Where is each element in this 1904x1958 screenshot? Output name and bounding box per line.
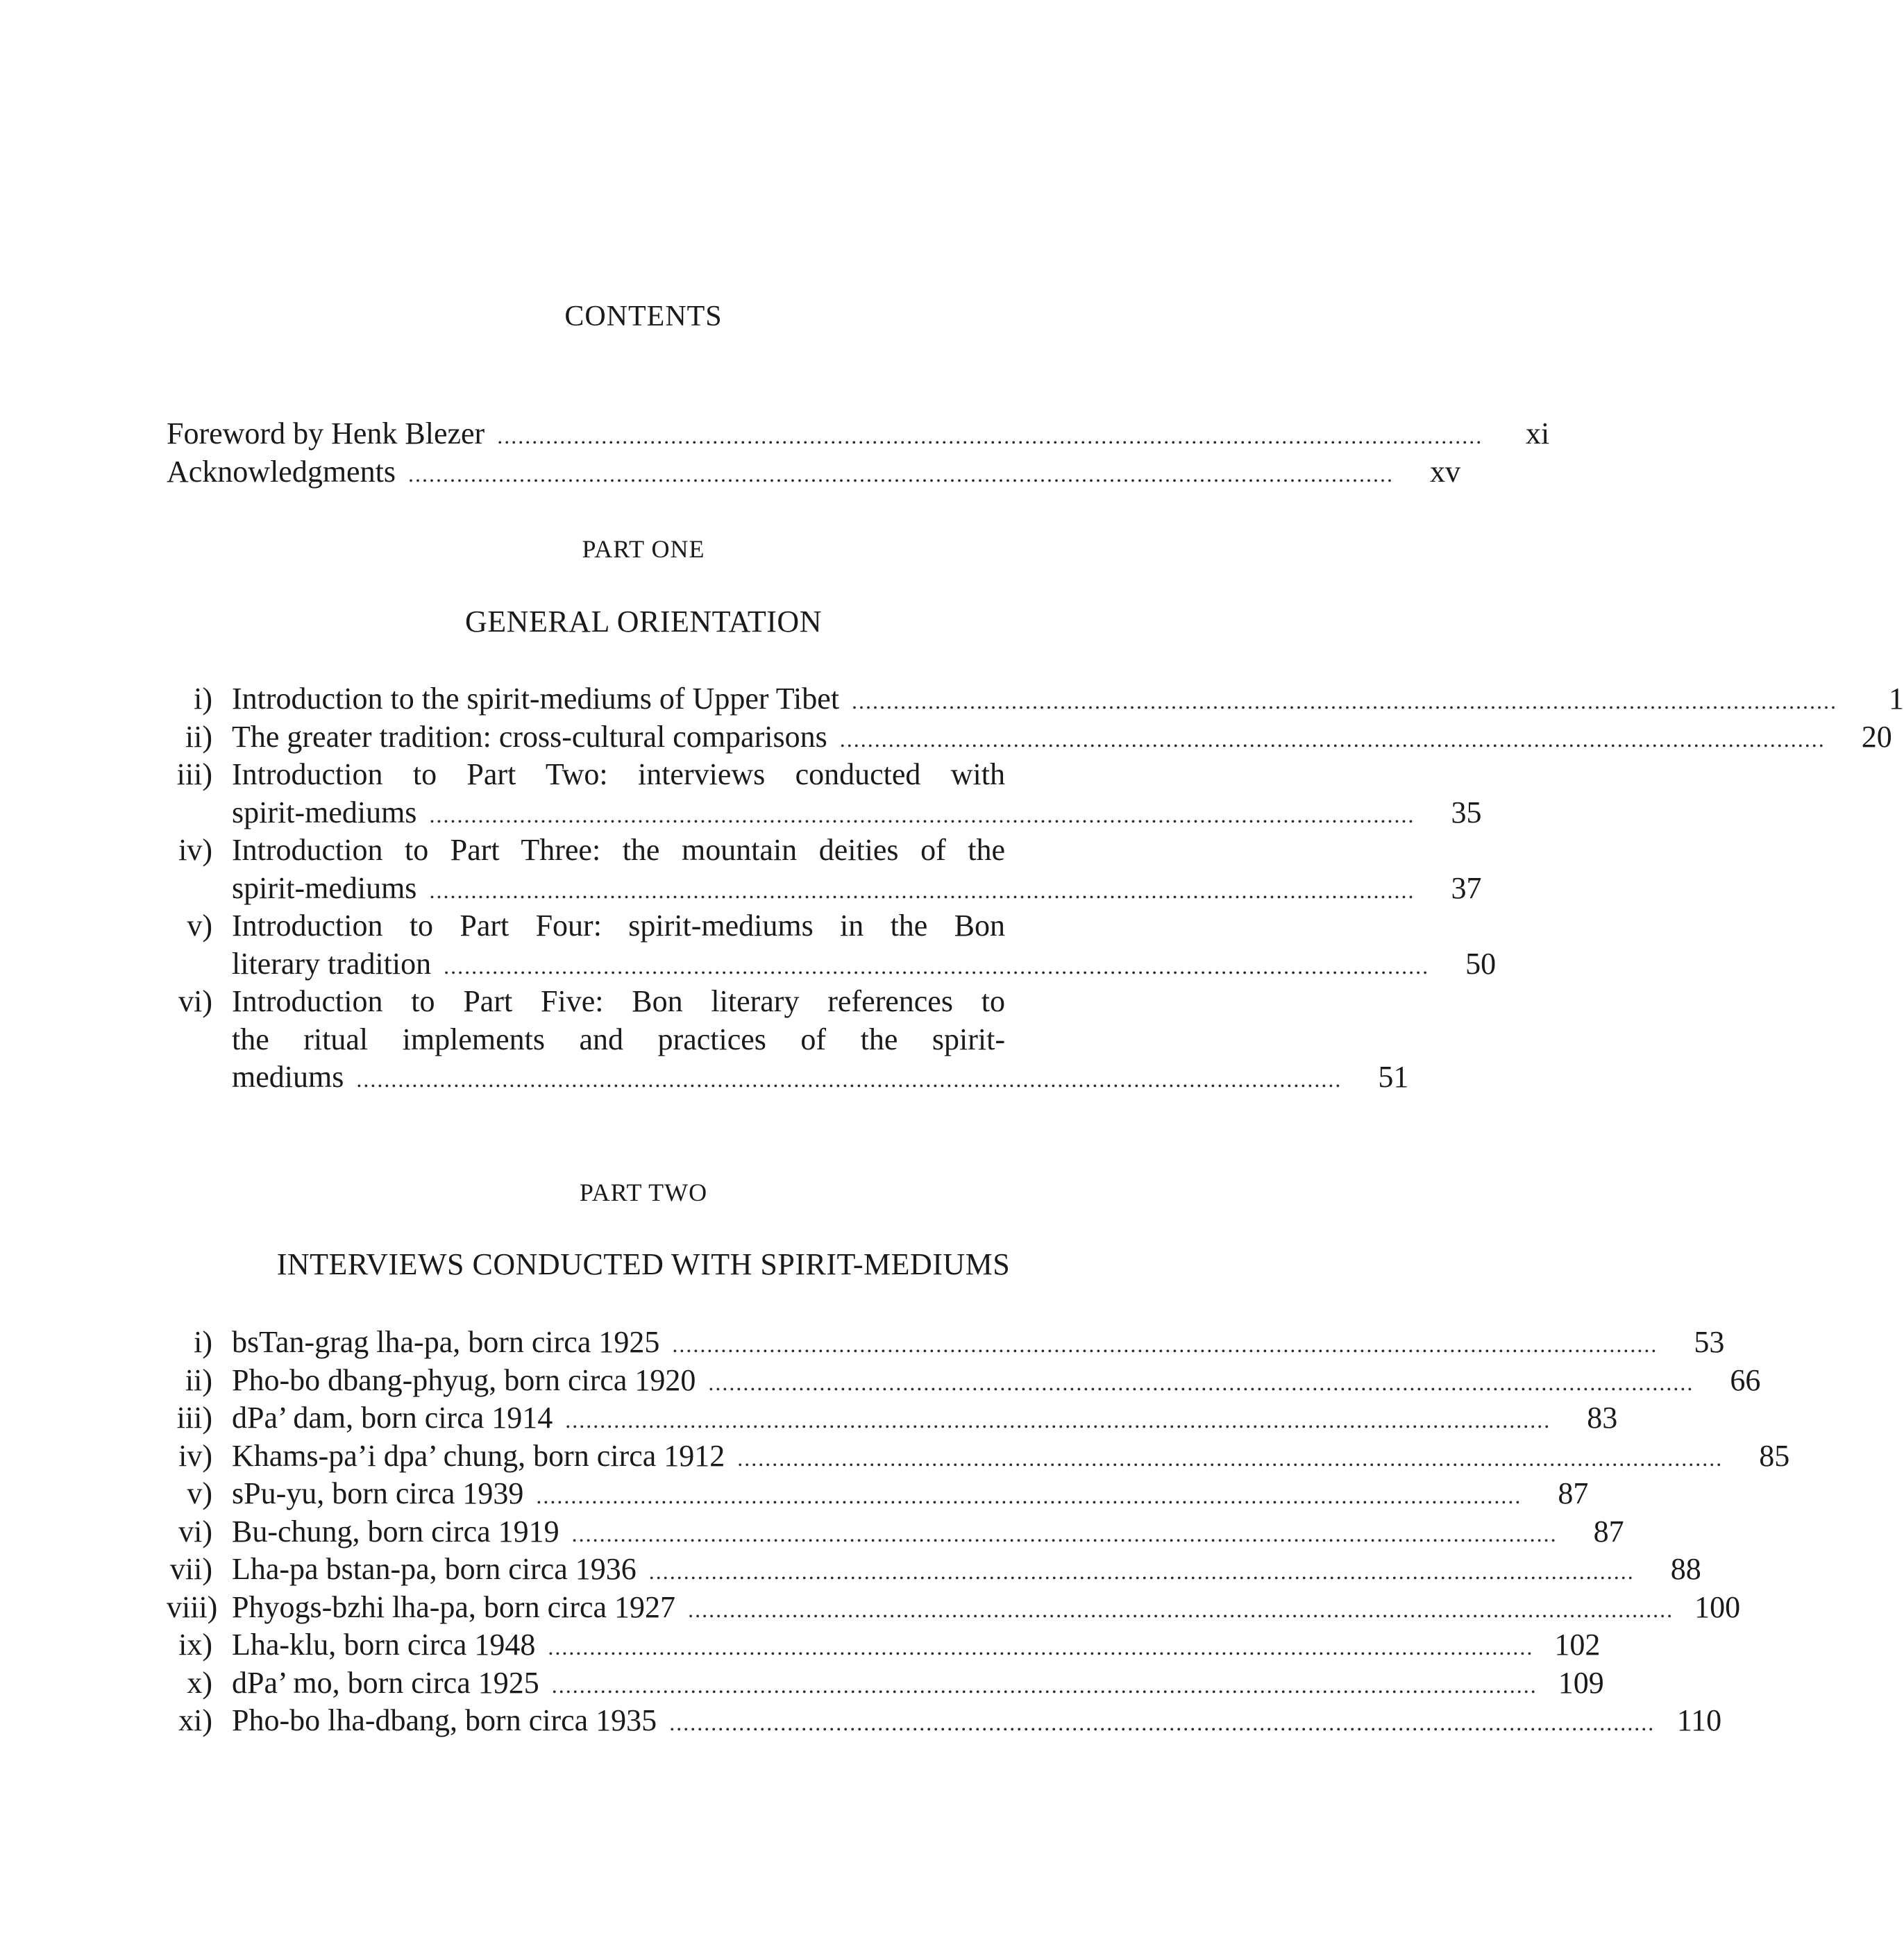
- toc-entry-foreword[interactable]: [167, 415, 1550, 453]
- toc-entry-number: iv): [178, 1438, 212, 1473]
- dot-leader: ..............................................................................................................................................: [429, 802, 1415, 827]
- dot-leader: ..............................................................................................................................................: [407, 461, 1394, 487]
- toc-entry[interactable]: [167, 1362, 1761, 1400]
- toc-entry-label: Lha-pa bstan-pa, born circa 1936: [232, 1552, 637, 1586]
- toc-entry-label: Foreword by Henk Blezer: [167, 416, 485, 450]
- toc-entry-line: Introduction to Part Four: spirit-mediums in the Bon: [232, 909, 1005, 943]
- toc-entry-continuation[interactable]: [167, 1021, 1075, 1059]
- contents-title: CONTENTS: [564, 301, 723, 332]
- toc-entry-label: Phyogs-bzhi lha-pa, born circa 1927: [232, 1589, 676, 1624]
- toc-entry-label: Acknowledgments: [167, 454, 396, 489]
- toc-entry-continuation[interactable]: [167, 945, 1497, 984]
- dot-leader: ..............................................................................................................................................: [571, 1521, 1558, 1546]
- dot-leader: ..............................................................................................................................................: [669, 1710, 1656, 1735]
- toc-entry-number: iii): [176, 1401, 212, 1435]
- toc-entry-continuation[interactable]: [167, 1058, 1409, 1097]
- dot-leader: ..............................................................................................................................................: [852, 689, 1838, 714]
- toc-page-number: 66: [1730, 1362, 1761, 1397]
- toc-entry-label: Bu-chung, born circa 1919: [232, 1514, 559, 1548]
- toc-entry-number: v): [187, 1476, 212, 1510]
- toc-page-number: 83: [1587, 1401, 1618, 1435]
- toc-entry-acknowledgments[interactable]: [167, 453, 1460, 491]
- toc-entry-line: Introduction to Part Five: Bon literary references to: [232, 984, 1005, 1018]
- toc-entry-label: The greater tradition: cross-cultural comparisons: [232, 719, 827, 754]
- front-matter-list: [167, 415, 1550, 491]
- toc-entry-label: Pho-bo dbang-phyug, born circa 1920: [232, 1362, 696, 1397]
- toc-entry[interactable]: [167, 1513, 1624, 1551]
- toc-entry-label: dPa’ mo, born circa 1925: [232, 1665, 539, 1700]
- toc-entry-number: xi): [178, 1703, 212, 1737]
- toc-entry-number: viii): [167, 1589, 218, 1624]
- dot-leader: ..............................................................................................................................................: [708, 1369, 1694, 1395]
- toc-entry-continuation[interactable]: [167, 794, 1482, 832]
- toc-page-number: 20: [1861, 719, 1892, 754]
- toc-entry-label: Khams-pa’i dpa’ chung, born circa 1912: [232, 1438, 725, 1473]
- toc-entry-label: spirit-mediums: [232, 870, 417, 905]
- dot-leader: ..............................................................................................................................................: [688, 1596, 1674, 1622]
- dot-leader: ..............................................................................................................................................: [444, 953, 1430, 979]
- toc-page-number: 102: [1554, 1628, 1601, 1662]
- dot-leader: ..............................................................................................................................................: [356, 1067, 1342, 1092]
- dot-leader: ..............................................................................................................................................: [672, 1332, 1658, 1357]
- toc-entry-label: Pho-bo lha-dbang, born circa 1935: [232, 1703, 657, 1737]
- dot-leader: ..............................................................................................................................................: [839, 726, 1826, 752]
- toc-entry-number: v): [187, 909, 212, 943]
- toc-entry-line: the ritual implements and practices of the spirit-: [232, 1022, 1005, 1056]
- toc-entry[interactable]: [167, 907, 1075, 945]
- toc-entry-number: ii): [185, 1362, 212, 1397]
- toc-page-number: 53: [1694, 1325, 1725, 1359]
- toc-entry[interactable]: [167, 1626, 1601, 1664]
- toc-entry-number: x): [187, 1665, 212, 1700]
- toc-entry[interactable]: [167, 983, 1075, 1021]
- toc-entry-label: sPu-yu, born circa 1939: [232, 1476, 524, 1510]
- part-one-title: GENERAL ORIENTATION: [465, 605, 822, 639]
- toc-entry[interactable]: [167, 1324, 1725, 1362]
- toc-page-number: 37: [1451, 870, 1482, 905]
- toc-entry-label: spirit-mediums: [232, 795, 417, 829]
- toc-page-number: 1: [1889, 682, 1904, 716]
- toc-entry-number: ii): [185, 719, 212, 754]
- dot-leader: ..............................................................................................................................................: [497, 423, 1483, 448]
- part-one-list: [167, 680, 1904, 1097]
- toc-entry-number: vi): [178, 1514, 212, 1548]
- toc-entry[interactable]: [167, 756, 1075, 794]
- dot-leader: ..............................................................................................................................................: [551, 1672, 1537, 1698]
- part-two-title: INTERVIEWS CONDUCTED WITH SPIRIT-MEDIUMS: [276, 1247, 1011, 1281]
- part-two-label: PART TWO: [579, 1179, 708, 1206]
- toc-entry-number: vii): [169, 1552, 212, 1586]
- toc-page-number: xv: [1429, 454, 1460, 489]
- toc-page-number: 110: [1676, 1703, 1722, 1737]
- toc-entry[interactable]: [167, 1702, 1722, 1740]
- toc-page-number: 87: [1593, 1514, 1624, 1548]
- toc-entry-label: dPa’ dam, born circa 1914: [232, 1401, 553, 1435]
- toc-entry-line: Introduction to Part Two: interviews conducted with: [232, 757, 1005, 791]
- toc-entry[interactable]: [167, 1475, 1589, 1513]
- toc-entry-number: i): [194, 1325, 212, 1359]
- toc-entry[interactable]: [167, 680, 1904, 718]
- toc-entry-number: vi): [178, 984, 212, 1018]
- toc-page-number: 109: [1558, 1665, 1604, 1700]
- toc-entry-number: ix): [178, 1628, 212, 1662]
- dot-leader: ..............................................................................................................................................: [565, 1408, 1551, 1433]
- toc-entry-label: Lha-klu, born circa 1948: [232, 1628, 536, 1662]
- toc-entry-number: iv): [178, 833, 212, 867]
- toc-page-number: 35: [1451, 795, 1482, 829]
- toc-entry-number: i): [194, 682, 212, 716]
- toc-entry-label: bsTan-grag lha-pa, born circa 1925: [232, 1325, 660, 1359]
- toc-entry-number: iii): [176, 757, 212, 791]
- toc-entry-line: Introduction to Part Three: the mountain deities of the: [232, 833, 1005, 867]
- part-two-list: [167, 1324, 1790, 1740]
- toc-entry[interactable]: [167, 1589, 1741, 1627]
- dot-leader: ..............................................................................................................................................: [548, 1635, 1534, 1660]
- dot-leader: ..............................................................................................................................................: [737, 1445, 1724, 1471]
- dot-leader: ..............................................................................................................................................: [536, 1483, 1522, 1508]
- toc-page-number: 87: [1558, 1476, 1589, 1510]
- toc-entry[interactable]: [167, 832, 1075, 870]
- toc-entry[interactable]: [167, 1399, 1618, 1437]
- toc-page-number: 88: [1670, 1552, 1701, 1586]
- toc-entry-label: Introduction to the spirit-mediums of Upper Tibet: [232, 682, 840, 716]
- toc-entry-label: mediums: [232, 1060, 344, 1094]
- toc-entry[interactable]: [167, 1551, 1701, 1589]
- toc-page-number: 51: [1378, 1060, 1409, 1094]
- toc-page-number: 100: [1694, 1589, 1741, 1624]
- dot-leader: ..............................................................................................................................................: [429, 877, 1415, 903]
- toc-page-number: xi: [1525, 416, 1550, 450]
- toc-page-number: 50: [1465, 946, 1497, 981]
- toc-page-number: 85: [1759, 1438, 1790, 1473]
- toc-entry-label: literary tradition: [232, 946, 432, 981]
- toc-entry[interactable]: [167, 718, 1892, 757]
- toc-entry[interactable]: [167, 1437, 1790, 1476]
- part-one-label: PART ONE: [582, 535, 705, 563]
- dot-leader: ..............................................................................................................................................: [648, 1559, 1635, 1584]
- toc-entry-continuation[interactable]: [167, 870, 1482, 908]
- toc-entry[interactable]: [167, 1664, 1604, 1703]
